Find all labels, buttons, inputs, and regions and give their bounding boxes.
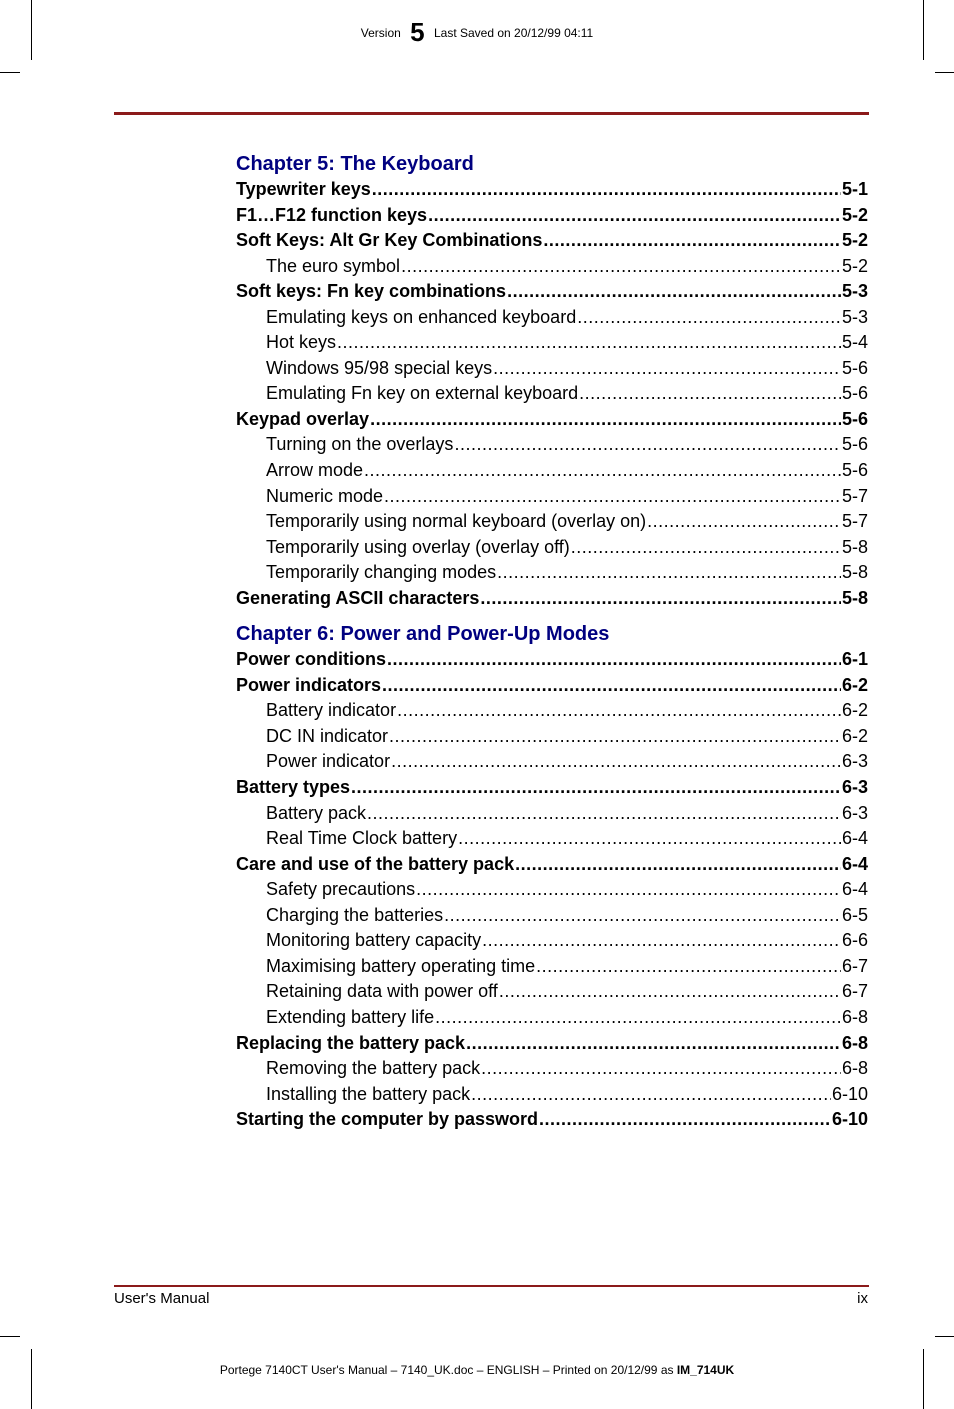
toc-entry-page: 5-3 bbox=[841, 306, 868, 327]
toc-entry-title: Keypad overlay bbox=[236, 408, 370, 429]
toc-entry-title: Temporarily changing modes bbox=[266, 562, 497, 583]
toc-entry[interactable] bbox=[236, 852, 868, 878]
toc-entry-page: 5-1 bbox=[841, 179, 868, 199]
toc-entry[interactable] bbox=[236, 381, 868, 407]
toc-entry[interactable] bbox=[236, 749, 868, 775]
dot-leader bbox=[337, 330, 841, 356]
toc-entry-title: Starting the computer by password bbox=[236, 1109, 539, 1130]
toc-entry-title: Power indicators bbox=[236, 674, 382, 695]
toc-entry-title: Arrow mode bbox=[266, 460, 364, 481]
toc-entry-title: Power conditions bbox=[236, 649, 387, 670]
dot-leader bbox=[507, 279, 841, 305]
toc-entry-page: 5-8 bbox=[841, 562, 868, 583]
toc-entry[interactable] bbox=[236, 254, 868, 280]
toc-entry-page: 6-3 bbox=[841, 777, 868, 798]
dot-leader bbox=[647, 509, 841, 535]
chapter-6-entries bbox=[236, 647, 868, 1132]
print-info-text: Portege 7140CT User's Manual – 7140_UK.doc – ENGLISH – Printed on 20/12/99 as bbox=[219, 1363, 677, 1377]
version-number: 5 bbox=[410, 16, 425, 47]
toc-entry-title: The euro symbol bbox=[266, 255, 401, 276]
dot-leader bbox=[539, 1107, 831, 1133]
toc-entry[interactable] bbox=[236, 509, 868, 535]
toc-entry-page: 6-4 bbox=[841, 828, 868, 849]
dot-leader bbox=[387, 647, 841, 673]
toc-entry-page: 6-6 bbox=[841, 930, 868, 951]
crop-mark bbox=[31, 1349, 32, 1409]
toc-entry[interactable] bbox=[236, 228, 868, 254]
toc-entry-page: 6-8 bbox=[841, 1058, 868, 1079]
toc-entry[interactable] bbox=[236, 673, 868, 699]
dot-leader bbox=[515, 852, 841, 878]
toc-entry-title: Hot keys bbox=[266, 332, 337, 353]
toc-entry-page: 6-8 bbox=[841, 1032, 868, 1053]
footer-manual-label: User's Manual bbox=[114, 1290, 210, 1307]
print-info-code: IM_714UK bbox=[676, 1363, 735, 1377]
toc-entry-title: Emulating Fn key on external keyboard bbox=[266, 383, 579, 404]
version-label: Version bbox=[360, 25, 401, 40]
toc-entry-title: Typewriter keys bbox=[236, 179, 371, 199]
toc-entry-title: Battery pack bbox=[266, 802, 367, 823]
toc-entry[interactable] bbox=[236, 698, 868, 724]
dot-leader bbox=[367, 801, 841, 827]
dot-leader bbox=[384, 484, 841, 510]
dot-leader bbox=[454, 432, 841, 458]
toc-entry-title: Soft keys: Fn key combinations bbox=[236, 281, 507, 302]
dot-leader bbox=[493, 356, 841, 382]
chapter-6-heading: Chapter 6: Power and Power-Up Modes bbox=[236, 623, 610, 646]
toc-entry-page: 6-1 bbox=[841, 649, 868, 670]
chapter-5-entries bbox=[236, 177, 868, 611]
toc-entry-page: 6-5 bbox=[841, 904, 868, 925]
toc-entry[interactable] bbox=[236, 1107, 868, 1133]
toc-entry-title: Care and use of the battery pack bbox=[236, 853, 515, 874]
toc-entry-page: 5-8 bbox=[841, 587, 868, 608]
toc-entry[interactable] bbox=[236, 724, 868, 750]
crop-mark bbox=[923, 1349, 924, 1409]
crop-mark bbox=[0, 1336, 20, 1337]
dot-leader bbox=[435, 1005, 841, 1031]
toc-entry[interactable] bbox=[236, 432, 868, 458]
dot-leader bbox=[391, 749, 841, 775]
dot-leader bbox=[444, 903, 841, 929]
table-of-contents bbox=[236, 151, 868, 1133]
toc-entry-page: 5-2 bbox=[841, 204, 868, 225]
toc-entry-title: Monitoring battery capacity bbox=[266, 930, 482, 951]
toc-entry-title: Soft Keys: Alt Gr Key Combinations bbox=[236, 230, 543, 251]
toc-entry[interactable] bbox=[236, 305, 868, 331]
toc-entry-page: 5-6 bbox=[841, 460, 868, 481]
toc-entry-page: 6-2 bbox=[841, 725, 868, 746]
toc-entry-page: 5-7 bbox=[841, 511, 868, 532]
toc-entry[interactable] bbox=[236, 954, 868, 980]
dot-leader bbox=[389, 724, 841, 750]
crop-mark bbox=[935, 1336, 954, 1337]
dot-leader bbox=[482, 928, 841, 954]
dot-leader bbox=[370, 407, 841, 433]
dot-leader bbox=[428, 203, 841, 229]
toc-entry[interactable] bbox=[236, 177, 868, 203]
toc-entry-page: 5-6 bbox=[841, 383, 868, 404]
toc-entry-page: 5-6 bbox=[841, 408, 868, 429]
toc-entry-title: Emulating keys on enhanced keyboard bbox=[266, 306, 577, 327]
toc-entry[interactable] bbox=[236, 356, 868, 382]
dot-leader bbox=[351, 775, 841, 801]
toc-entry-title: Power indicator bbox=[266, 751, 391, 772]
toc-entry-title: Generating ASCII characters bbox=[236, 587, 480, 608]
dot-leader bbox=[481, 1056, 841, 1082]
toc-entry-page: 6-4 bbox=[841, 879, 868, 900]
toc-entry[interactable] bbox=[236, 928, 868, 954]
toc-entry[interactable] bbox=[236, 203, 868, 229]
toc-entry[interactable] bbox=[236, 979, 868, 1005]
dot-leader bbox=[401, 254, 841, 280]
dot-leader bbox=[536, 954, 841, 980]
toc-entry-title: Battery indicator bbox=[266, 700, 397, 721]
dot-leader bbox=[372, 177, 841, 203]
last-saved: Last Saved on 20/12/99 04:11 bbox=[433, 25, 594, 40]
toc-entry-title: Maximising battery operating time bbox=[266, 955, 536, 976]
toc-entry-page: 5-2 bbox=[841, 255, 868, 276]
toc-entry-page: 6-2 bbox=[841, 674, 868, 695]
toc-entry[interactable] bbox=[236, 1005, 868, 1031]
crop-mark bbox=[935, 72, 954, 73]
toc-entry[interactable] bbox=[236, 535, 868, 561]
toc-entry-page: 6-3 bbox=[841, 751, 868, 772]
toc-entry-title: Windows 95/98 special keys bbox=[266, 357, 493, 378]
toc-entry-title: Temporarily using normal keyboard (overlay on) bbox=[266, 511, 647, 532]
toc-entry-title: Temporarily using overlay (overlay off) bbox=[266, 536, 570, 557]
toc-entry-page: 6-10 bbox=[831, 1083, 868, 1104]
toc-entry-title: Turning on the overlays bbox=[266, 434, 454, 455]
toc-entry-page: 5-2 bbox=[841, 230, 868, 251]
toc-entry-title: Real Time Clock battery bbox=[266, 828, 458, 849]
toc-entry-page: 6-2 bbox=[841, 700, 868, 721]
toc-entry[interactable] bbox=[236, 1082, 868, 1108]
toc-entry-page: 5-8 bbox=[841, 536, 868, 557]
dot-leader bbox=[458, 826, 841, 852]
toc-entry-title: F1…F12 function keys bbox=[236, 204, 428, 225]
toc-entry[interactable] bbox=[236, 586, 868, 612]
toc-entry[interactable] bbox=[236, 560, 868, 586]
dot-leader bbox=[579, 381, 841, 407]
toc-entry[interactable] bbox=[236, 279, 868, 305]
toc-entry-page: 5-7 bbox=[841, 485, 868, 506]
toc-entry-title: Charging the batteries bbox=[266, 904, 444, 925]
toc-entry-page: 5-3 bbox=[841, 281, 868, 302]
dot-leader bbox=[416, 877, 841, 903]
crop-mark bbox=[0, 72, 20, 73]
toc-entry-page: 5-6 bbox=[841, 357, 868, 378]
dot-leader bbox=[364, 458, 841, 484]
toc-entry[interactable] bbox=[236, 647, 868, 673]
header-rule bbox=[114, 112, 869, 115]
dot-leader bbox=[382, 673, 841, 699]
dot-leader bbox=[571, 535, 841, 561]
toc-entry-page: 5-6 bbox=[841, 434, 868, 455]
toc-entry-page: 5-4 bbox=[841, 332, 868, 353]
toc-entry-page: 6-7 bbox=[841, 955, 868, 976]
dot-leader bbox=[397, 698, 841, 724]
toc-entry-title: Safety precautions bbox=[266, 879, 416, 900]
print-info bbox=[0, 1363, 954, 1377]
toc-entry-title: Installing the battery pack bbox=[266, 1083, 471, 1104]
toc-entry[interactable] bbox=[236, 1031, 868, 1057]
version-header bbox=[0, 16, 954, 47]
toc-entry-title: Removing the battery pack bbox=[266, 1058, 481, 1079]
toc-entry-title: Numeric mode bbox=[266, 485, 384, 506]
dot-leader bbox=[577, 305, 841, 331]
dot-leader bbox=[497, 560, 841, 586]
toc-entry-title: Battery types bbox=[236, 777, 351, 798]
toc-entry-page: 6-3 bbox=[841, 802, 868, 823]
footer-page-number: ix bbox=[857, 1290, 868, 1307]
toc-entry-page: 6-10 bbox=[831, 1109, 868, 1130]
toc-entry-title: Retaining data with power off bbox=[266, 981, 498, 1002]
toc-entry[interactable] bbox=[236, 330, 868, 356]
toc-entry-page: 6-4 bbox=[841, 853, 868, 874]
toc-entry[interactable] bbox=[236, 826, 868, 852]
footer-rule bbox=[114, 1285, 869, 1287]
dot-leader bbox=[471, 1082, 831, 1108]
toc-entry[interactable] bbox=[236, 458, 868, 484]
dot-leader bbox=[543, 228, 841, 254]
toc-entry-page: 6-7 bbox=[841, 981, 868, 1002]
toc-entry[interactable] bbox=[236, 775, 868, 801]
dot-leader bbox=[499, 979, 841, 1005]
toc-entry[interactable] bbox=[236, 484, 868, 510]
chapter-5-heading: Chapter 5: The Keyboard bbox=[236, 153, 474, 175]
toc-entry-page: 6-8 bbox=[841, 1006, 868, 1027]
toc-entry[interactable] bbox=[236, 801, 868, 827]
toc-entry[interactable] bbox=[236, 877, 868, 903]
toc-entry[interactable] bbox=[236, 903, 868, 929]
dot-leader bbox=[480, 586, 841, 612]
dot-leader bbox=[466, 1031, 841, 1057]
toc-entry[interactable] bbox=[236, 1056, 868, 1082]
toc-entry[interactable] bbox=[236, 407, 868, 433]
toc-entry-title: Extending battery life bbox=[266, 1006, 435, 1027]
toc-entry-title: Replacing the battery pack bbox=[236, 1032, 466, 1053]
toc-entry-title: DC IN indicator bbox=[266, 725, 389, 746]
